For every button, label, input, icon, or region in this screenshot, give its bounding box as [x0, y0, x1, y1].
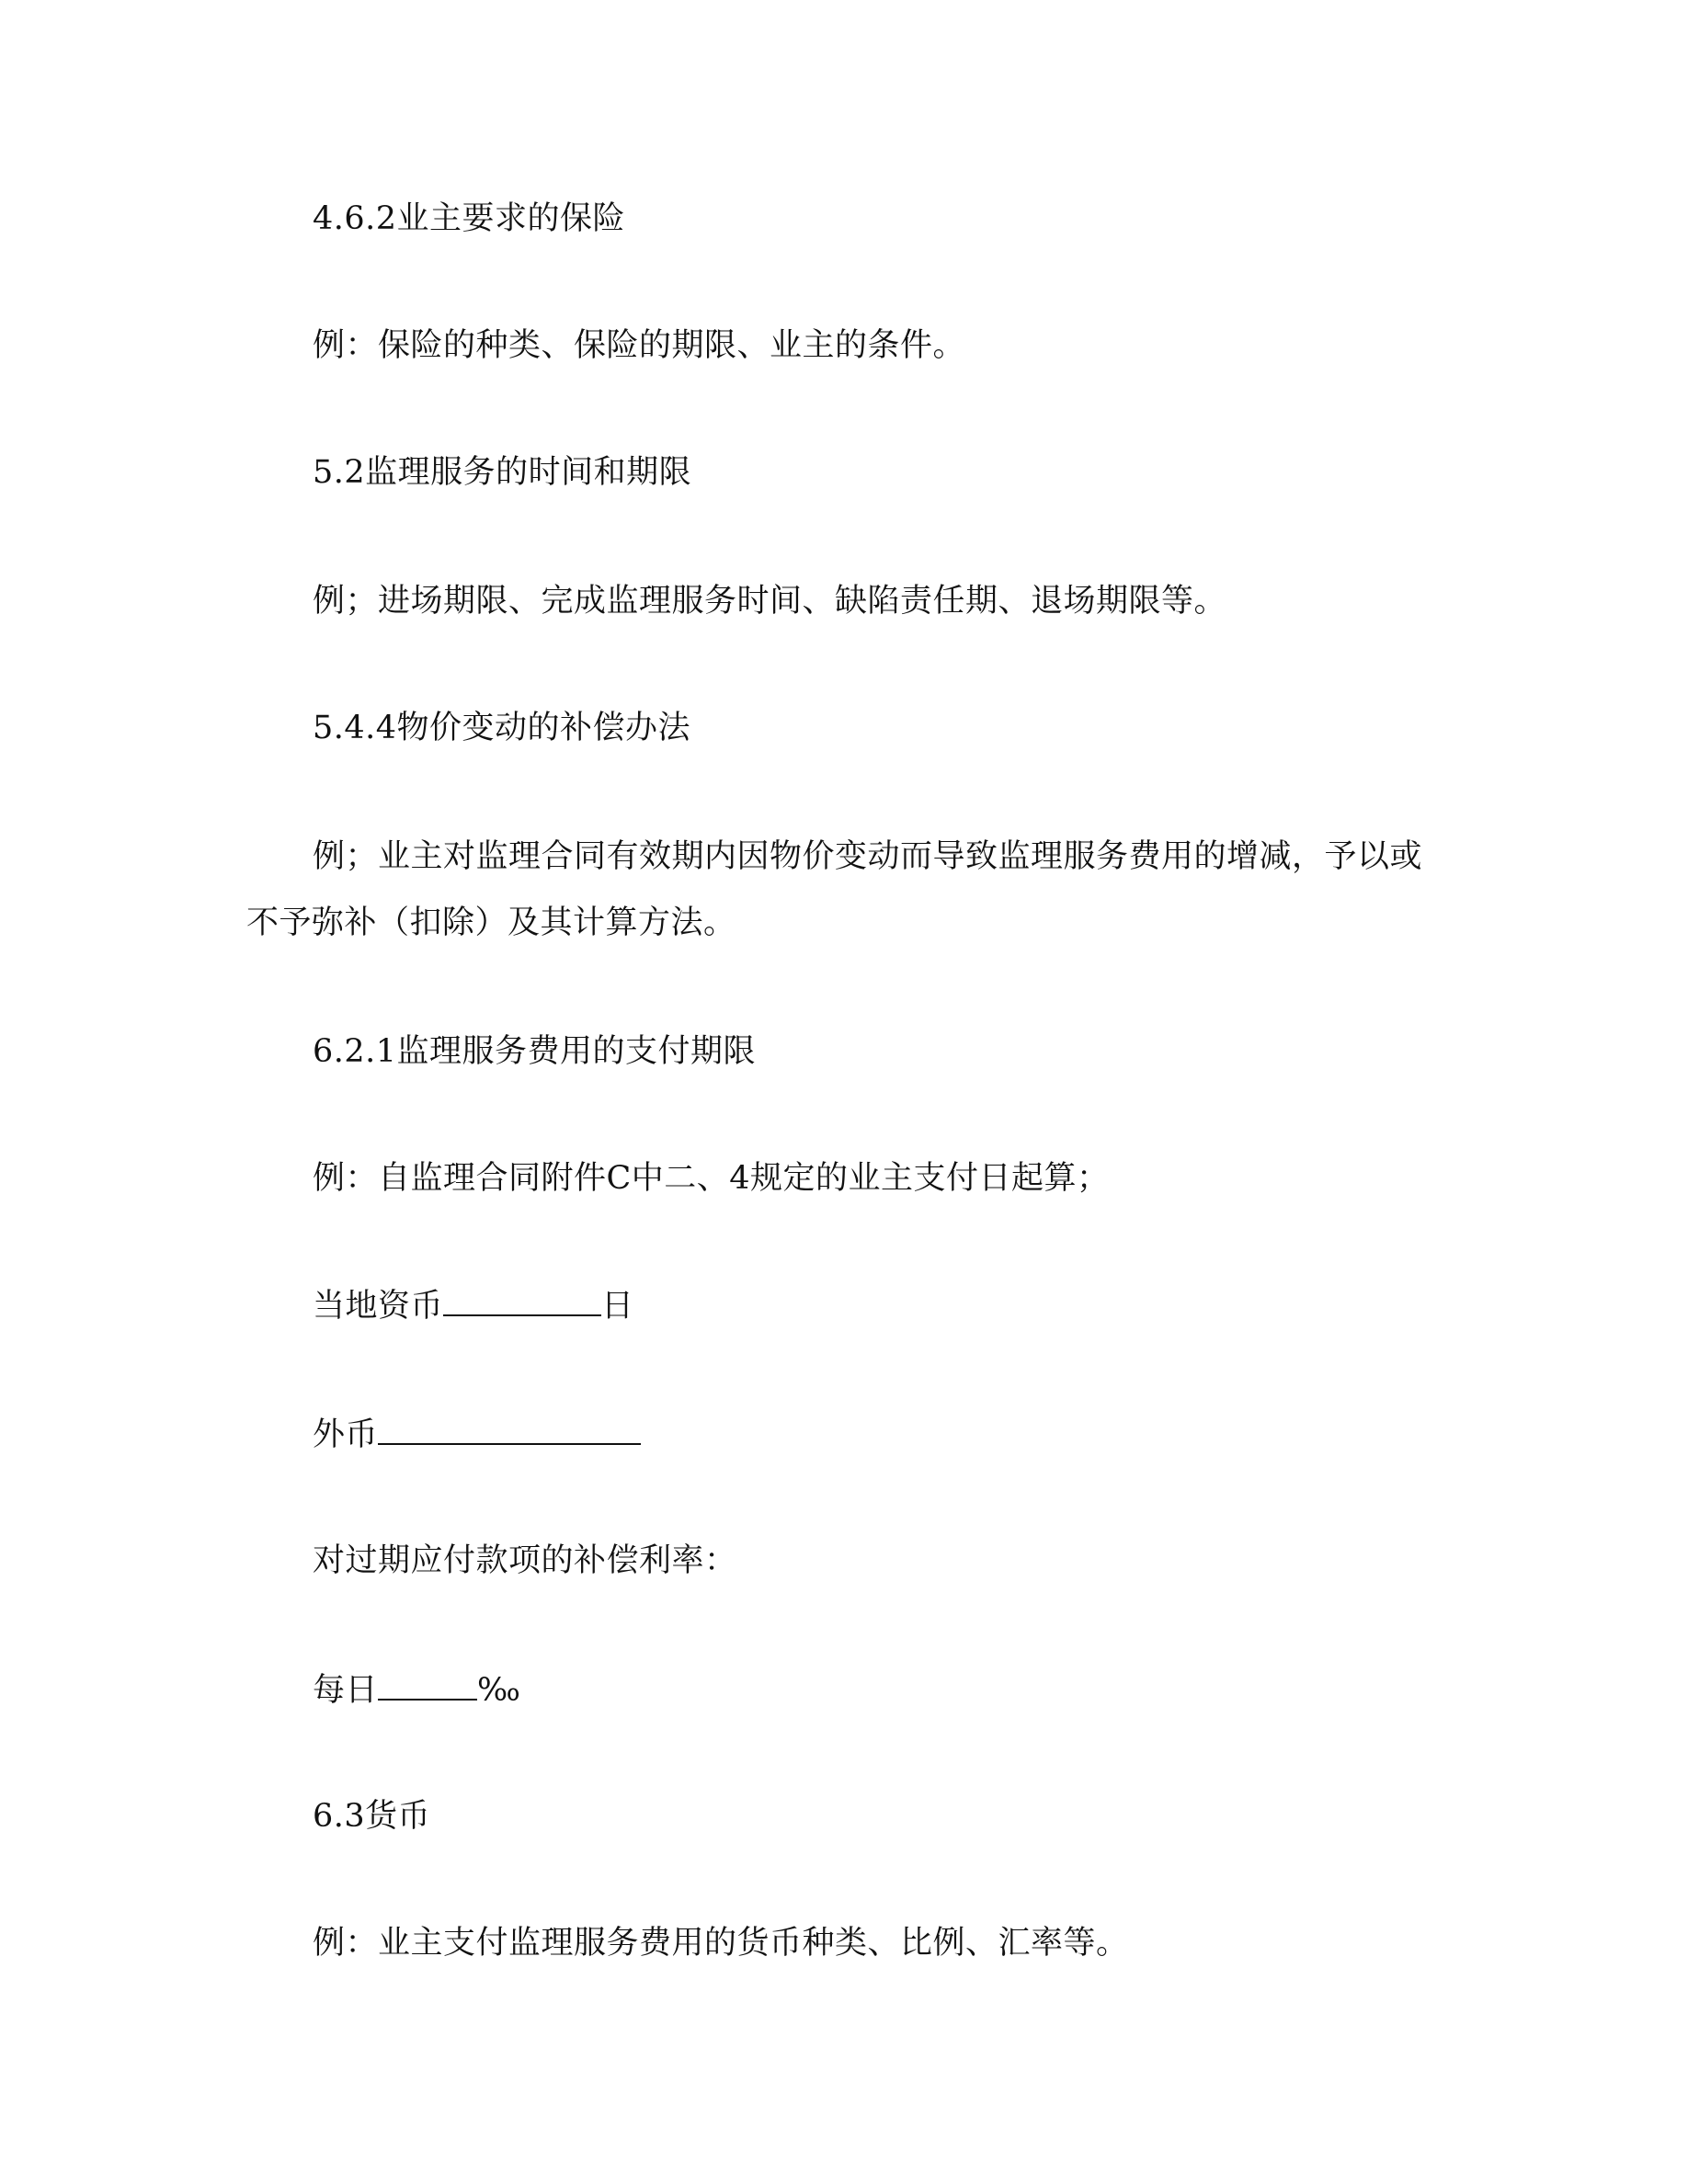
section-6-2-1-example: 例：自监理合同附件C中二、4规定的业主支付日起算； [313, 1160, 1110, 1197]
daily-rate-line [313, 1671, 520, 1709]
section-6-3-example: 例：业主支付监理服务费用的货币种类、比例、汇率等。 [313, 1925, 1129, 1962]
daily-rate-suffix: ‰ [477, 1672, 521, 1709]
section-4-6-2-heading: 4.6.2业主要求的保险 [313, 200, 626, 237]
foreign-currency-label: 外币 [313, 1416, 379, 1453]
daily-rate-blank[interactable] [378, 1671, 477, 1701]
section-6-3-heading: 6.3货币 [313, 1798, 431, 1835]
foreign-currency-line [313, 1416, 641, 1453]
local-currency-suffix: 日 [601, 1288, 634, 1325]
section-5-4-4-heading: 5.4.4物价变动的补偿办法 [313, 710, 691, 746]
section-5-2-heading: 5.2监理服务的时间和期限 [313, 454, 692, 491]
section-5-4-4-example-line1: 例；业主对监理合同有效期内因物价变动而导致监理服务费用的增减，予以或 [313, 838, 1423, 875]
section-5-2-example: 例；进场期限、完成监理服务时间、缺陷责任期、退场期限等。 [313, 583, 1227, 620]
local-currency-label: 当地资币 [313, 1288, 444, 1325]
local-currency-blank[interactable] [443, 1287, 601, 1316]
overdue-rate-title: 对过期应付款项的补偿利率： [313, 1542, 737, 1579]
section-5-4-4-example-line2: 不予弥补（扣除）及其计算方法。 [246, 904, 736, 941]
local-currency-line [313, 1287, 634, 1325]
foreign-currency-blank[interactable] [378, 1416, 641, 1445]
daily-rate-label: 每日 [313, 1672, 379, 1709]
section-6-2-1-heading: 6.2.1监理服务费用的支付期限 [313, 1033, 757, 1070]
section-4-6-2-example: 例：保险的种类、保险的期限、业主的条件。 [313, 327, 966, 364]
